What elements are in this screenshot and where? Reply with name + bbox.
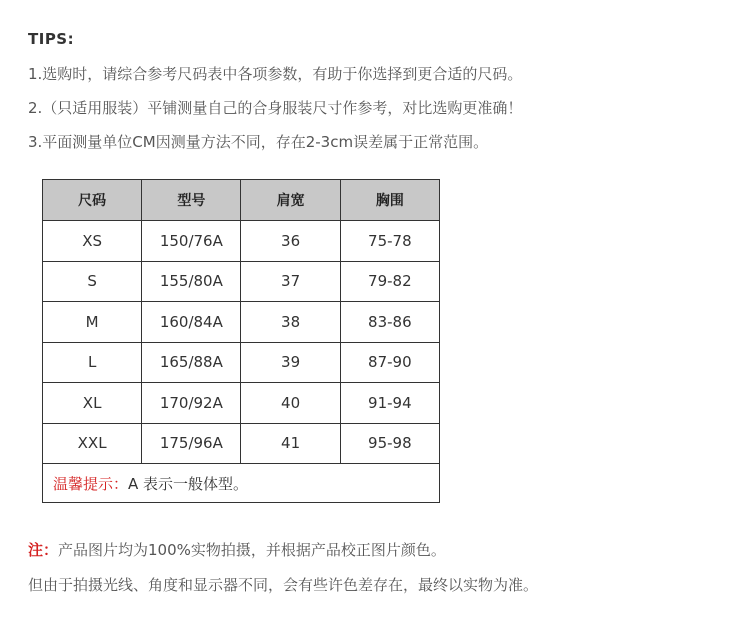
table-row (43, 342, 440, 383)
tips-title: TIPS: (28, 30, 75, 48)
cell-shoulder: 36 (241, 221, 340, 262)
cell-chest: 83-86 (340, 302, 439, 343)
footer-line-1 (28, 539, 446, 560)
cell-shoulder: 38 (241, 302, 340, 343)
cell-model: 165/88A (142, 342, 241, 383)
table-header-row (43, 180, 440, 221)
cell-model: 170/92A (142, 383, 241, 424)
tip-line-1: 1.选购时，请综合参考尺码表中各项参数，有助于你选择到更合适的尺码。 (28, 65, 523, 83)
cell-size: M (43, 302, 142, 343)
footer-line-2: 但由于拍摄光线、角度和显示器不同，会有些许色差存在，最终以实物为准。 (28, 576, 539, 594)
cell-chest: 91-94 (340, 383, 439, 424)
cell-chest: 75-78 (340, 221, 439, 262)
header-size: 尺码 (43, 180, 142, 221)
table-row (43, 423, 440, 464)
table-row (43, 221, 440, 262)
note-label: 温馨提示： (53, 474, 129, 493)
cell-model: 175/96A (142, 423, 241, 464)
footer-text-1: 产品图片均为100%实物拍摄，并根据产品校正图片颜色。 (58, 541, 446, 559)
cell-size: XXL (43, 423, 142, 464)
cell-model: 150/76A (142, 221, 241, 262)
table-row (43, 261, 440, 302)
table-row (43, 302, 440, 343)
header-chest: 胸围 (340, 180, 439, 221)
size-chart-table (42, 179, 440, 503)
cell-size: XS (43, 221, 142, 262)
header-shoulder: 肩宽 (241, 180, 340, 221)
tip-line-3: 3.平面测量单位CM因测量方法不同，存在2-3cm误差属于正常范围。 (28, 133, 489, 151)
cell-shoulder: 37 (241, 261, 340, 302)
footer-label: 注： (28, 541, 59, 559)
note-text: A 表示一般体型。 (128, 474, 249, 493)
table-note-row (43, 464, 440, 503)
cell-model: 160/84A (142, 302, 241, 343)
cell-shoulder: 40 (241, 383, 340, 424)
cell-chest: 95-98 (340, 423, 439, 464)
cell-size: S (43, 261, 142, 302)
cell-chest: 87-90 (340, 342, 439, 383)
cell-size: L (43, 342, 142, 383)
cell-chest: 79-82 (340, 261, 439, 302)
tip-line-2: 2.（只适用服装）平铺测量自己的合身服装尺寸作参考，对比选购更准确！ (28, 99, 523, 117)
cell-model: 155/80A (142, 261, 241, 302)
cell-shoulder: 41 (241, 423, 340, 464)
cell-size: XL (43, 383, 142, 424)
table-row (43, 383, 440, 424)
cell-shoulder: 39 (241, 342, 340, 383)
header-model: 型号 (142, 180, 241, 221)
table-note (43, 464, 440, 503)
